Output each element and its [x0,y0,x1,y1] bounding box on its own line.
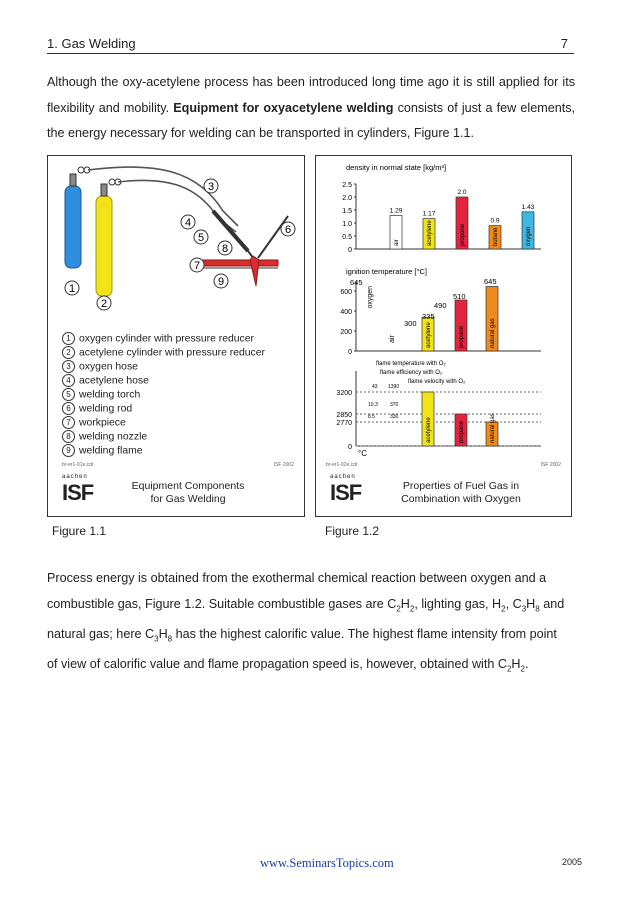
series-label: flame efficiency with O₂ [380,370,443,376]
intro-bold-text: Equipment for oxyacetylene welding [173,100,394,115]
svg-text:7: 7 [194,260,201,272]
footer-year: 2005 [562,857,583,867]
body-paragraph [47,566,575,682]
legend-item: 7 workpiece [62,416,265,430]
figure-1-caption: Figure 1.1 [52,524,107,538]
category-label: air [394,239,400,246]
series-label: flame temperature with O₂ [376,361,446,367]
file-reference: br-er1-01e.cdr [62,462,94,468]
small-value-label: 1390 [388,384,400,390]
data-label: 1.29 [389,207,403,215]
intro-paragraph [47,70,575,147]
value-label: 335 [422,312,435,321]
category-label: oxygen [367,285,374,309]
intro-text-end: consists of just a few elements, the energy necessary for welding can be transported in cylinders, Figure 1.1. [47,100,575,140]
file-reference: br-er1-02e.cdr [326,462,358,468]
chart-title: density in normal state [kg/m³] [346,163,447,172]
page-number: 7 [560,36,568,51]
tick-label: 1.0 [342,221,352,228]
category-label: natural gas [490,318,496,348]
svg-text:9: 9 [218,276,225,288]
axis-unit: °C [358,449,367,456]
small-value-label: 43 [372,384,378,390]
category-label: propane [459,325,465,348]
value-label: 645 [484,277,497,286]
figure-2-title: Properties of Fuel Gas in Combination with Oxygen [401,480,521,505]
data-label: 1.17 [422,210,436,218]
footer-link[interactable]: www.SeminarsTopics.com [260,856,394,870]
category-label: natural gas [490,413,496,443]
legend-list [62,332,265,458]
welding-equipment-drawing [48,156,304,331]
category-label: butane [493,227,499,246]
fuel-gas-charts [316,156,571,456]
series-label: flame velocity with O₂ [408,379,466,385]
small-value-label: 330 [390,414,399,420]
category-label: acetylene [426,322,432,348]
chapter-title: 1. Gas Welding [47,36,136,51]
oxygen-cylinder [65,186,81,268]
legend-item: 2 acetylene cylinder with pressure reducer [62,346,265,360]
tick-label: 400 [340,309,352,316]
value-label: 510 [453,292,466,301]
tick-label: 3200 [336,390,352,397]
copyright-mark: ISF 2002 [540,462,561,468]
legend-item: 5 welding torch [62,388,265,402]
tick-label: 2.0 [342,195,352,202]
isf-logo: aachen ISF [330,474,362,505]
data-label: 1.43 [521,203,535,211]
intro-text-start: Although the oxy-acetylene process has been introduced long time ago it is still applied for its flexibility and mobility. [47,75,575,115]
figure-1-1 [47,155,305,517]
tick-label: 2850 [336,412,352,419]
legend-item: 9 welding flame [62,444,265,458]
acetylene-cylinder [96,196,112,296]
tick-label: 2.5 [342,182,352,189]
legend-item: 1 oxygen cylinder with pressure reducer [62,332,265,346]
figure-1-2 [315,155,572,517]
value-label: 300 [404,319,417,328]
welding-flame [250,256,259,286]
svg-text:8: 8 [222,243,229,255]
svg-text:1: 1 [69,283,76,295]
body-line: combustible gas, Figure 1.2. Suitable combustible gases are $C_2H_2$, lighting gas, $H_2$, $C_3H_8$ and [47,596,565,614]
category-label: propane [459,420,465,443]
tick-label: 200 [340,329,352,336]
tick-label: 0 [348,247,352,254]
svg-text:3: 3 [208,181,215,193]
category-label: oxygen [526,226,532,246]
body-line: Process energy is obtained from the exothermal chemical reaction between oxygen and a [47,571,547,585]
legend-item: 4 acetylene hose [62,374,265,388]
category-label: acetylene [427,220,433,246]
category-label: acetylene [426,417,432,443]
figure-2-caption: Figure 1.2 [325,524,380,538]
category-label: air [389,335,396,343]
tick-label: 0 [348,349,352,356]
isf-logo: aachen ISF [62,474,94,505]
small-value-label: 370 [390,402,399,408]
svg-text:6: 6 [285,224,292,236]
tick-label: 0 [348,444,352,451]
tick-label: 600 [340,289,352,296]
page-header [47,36,574,54]
body-line: of view of calorific value and flame propagation speed is, however, obtained with $C_2H_2$. [47,656,529,674]
legend-item: 8 welding nozzle [62,430,265,444]
body-line: natural gas; here $C_3H_8$ has the highest calorific value. The highest flame intensity from point [47,626,557,644]
data-label: 2.0 [457,189,467,196]
value-label: 645 [350,278,363,287]
value-label: 490 [434,301,447,310]
tick-label: 0.5 [342,234,352,241]
tick-label: 2770 [336,420,352,427]
legend-item: 6 welding rod [62,402,265,416]
chart-title: ignition temperature [°C] [346,267,427,276]
figure-1-title: Equipment Components for Gas Welding [131,480,245,505]
category-label: propane [460,223,466,246]
tick-label: 1.5 [342,208,352,215]
small-value-label: 8.5 [368,414,375,420]
legend-item: 3 oxygen hose [62,360,265,374]
svg-text:4: 4 [185,217,192,229]
small-value-label: 10.3 [368,402,378,408]
copyright-mark: ISF 2002 [273,462,294,468]
svg-text:2: 2 [101,298,108,310]
data-label: 0.9 [490,217,500,225]
svg-text:5: 5 [198,232,205,244]
